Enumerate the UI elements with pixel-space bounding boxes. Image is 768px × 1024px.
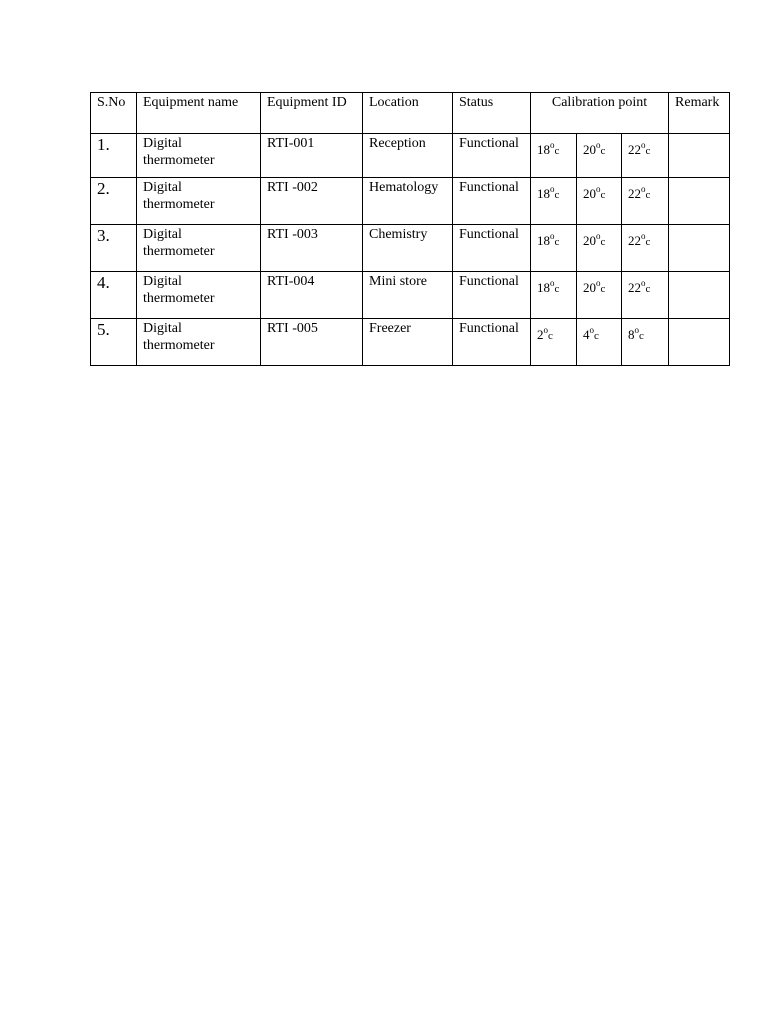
cell-status — [453, 134, 531, 178]
cell-calibration-2 — [577, 319, 622, 366]
calibration-value: 20 — [583, 142, 596, 157]
calibration-value: 18 — [537, 233, 550, 248]
cell-equipment-name — [137, 225, 261, 272]
cell-equipment-name — [137, 319, 261, 366]
location-text: Mini store — [369, 274, 427, 289]
cell-status — [453, 272, 531, 319]
calibration-value: 2 — [537, 327, 544, 342]
cell-status — [453, 225, 531, 272]
unit-text: c — [554, 189, 560, 201]
calibration-value: 20 — [583, 186, 596, 201]
status-text: Functional — [459, 180, 519, 195]
cell-sno — [91, 319, 137, 366]
calibration-value: 18 — [537, 142, 550, 157]
unit-text: c — [554, 236, 560, 248]
equipment-name-line2: thermometer — [143, 197, 215, 212]
unit-text: c — [600, 283, 606, 295]
cell-calibration-3 — [622, 272, 669, 319]
location-text: Chemistry — [369, 227, 428, 242]
location-text: Hematology — [369, 180, 439, 195]
cell-status — [453, 178, 531, 225]
cell-calibration-2 — [577, 134, 622, 178]
cell-equipment-name — [137, 272, 261, 319]
calibration-value: 8 — [628, 327, 635, 342]
cell-calibration-1 — [531, 134, 577, 178]
cell-calibration-3 — [622, 134, 669, 178]
degree-symbol: o — [596, 140, 601, 150]
unit-text: c — [645, 283, 651, 295]
sno-text: 1. — [97, 135, 110, 154]
equipment-name-line2: thermometer — [143, 338, 215, 353]
cell-calibration-1 — [531, 319, 577, 366]
equipment-name-line1: Digital — [143, 321, 182, 336]
cell-calibration-1 — [531, 272, 577, 319]
calibration-value: 22 — [628, 142, 641, 157]
unit-text: c — [645, 189, 651, 201]
degree-symbol: o — [596, 184, 601, 194]
equipment-name-line1: Digital — [143, 227, 182, 242]
degree-symbol: o — [634, 325, 639, 335]
degree-symbol: o — [589, 325, 594, 335]
equipment-name-line1: Digital — [143, 180, 182, 195]
unit-text: c — [639, 330, 644, 342]
cell-sno — [91, 225, 137, 272]
status-text: Functional — [459, 136, 519, 151]
header-sno: S.No — [91, 93, 137, 134]
header-equipment-name: Equipment name — [137, 93, 261, 134]
cell-calibration-1 — [531, 225, 577, 272]
status-text: Functional — [459, 227, 519, 242]
calibration-value: 18 — [537, 186, 550, 201]
equipment-name-line1: Digital — [143, 274, 182, 289]
cell-calibration-3 — [622, 178, 669, 225]
table-row — [91, 178, 730, 225]
sno-text: 2. — [97, 179, 110, 198]
calibration-value: 18 — [537, 280, 550, 295]
equipment-id-text: RTI -003 — [267, 227, 318, 242]
header-location: Location — [363, 93, 453, 134]
unit-text: c — [600, 236, 606, 248]
header-remark: Remark — [669, 93, 730, 134]
equipment-id-text: RTI -002 — [267, 180, 318, 195]
cell-remark — [669, 319, 730, 366]
calibration-value: 4 — [583, 327, 590, 342]
calibration-value: 22 — [628, 186, 641, 201]
degree-symbol: o — [550, 278, 555, 288]
equipment-name-line2: thermometer — [143, 291, 215, 306]
degree-symbol: o — [543, 325, 548, 335]
unit-text: c — [554, 145, 560, 157]
cell-calibration-2 — [577, 225, 622, 272]
cell-equipment-id — [261, 134, 363, 178]
equipment-calibration-table — [90, 92, 730, 366]
equipment-name-line2: thermometer — [143, 153, 215, 168]
cell-calibration-3 — [622, 225, 669, 272]
degree-symbol: o — [550, 231, 555, 241]
cell-remark — [669, 134, 730, 178]
sno-text: 4. — [97, 273, 110, 292]
cell-location — [363, 178, 453, 225]
cell-status — [453, 319, 531, 366]
degree-symbol: o — [641, 231, 646, 241]
cell-equipment-id — [261, 225, 363, 272]
cell-location — [363, 272, 453, 319]
degree-symbol: o — [596, 278, 601, 288]
unit-text: c — [600, 189, 606, 201]
degree-symbol: o — [596, 231, 601, 241]
degree-symbol: o — [550, 140, 555, 150]
unit-text: c — [554, 283, 560, 295]
equipment-name-line2: thermometer — [143, 244, 215, 259]
status-text: Functional — [459, 321, 519, 336]
cell-sno — [91, 134, 137, 178]
cell-calibration-2 — [577, 178, 622, 225]
header-calibration-point: Calibration point — [531, 93, 669, 134]
unit-text: c — [600, 145, 606, 157]
header-equipment-id: Equipment ID — [261, 93, 363, 134]
sno-text: 3. — [97, 226, 110, 245]
equipment-name-line1: Digital — [143, 136, 182, 151]
equipment-id-text: RTI -005 — [267, 321, 318, 336]
cell-sno — [91, 178, 137, 225]
degree-symbol: o — [550, 184, 555, 194]
cell-remark — [669, 178, 730, 225]
location-text: Reception — [369, 136, 426, 151]
cell-sno — [91, 272, 137, 319]
equipment-id-text: RTI-001 — [267, 136, 315, 151]
cell-equipment-id — [261, 319, 363, 366]
table-row — [91, 272, 730, 319]
degree-symbol: o — [641, 140, 646, 150]
status-text: Functional — [459, 274, 519, 289]
unit-text: c — [645, 145, 651, 157]
sno-text: 5. — [97, 320, 110, 339]
cell-calibration-1 — [531, 178, 577, 225]
degree-symbol: o — [641, 278, 646, 288]
cell-location — [363, 134, 453, 178]
cell-remark — [669, 272, 730, 319]
table-body — [91, 134, 730, 366]
table-header-row — [91, 93, 730, 134]
cell-remark — [669, 225, 730, 272]
calibration-value: 22 — [628, 280, 641, 295]
cell-calibration-3 — [622, 319, 669, 366]
table-row — [91, 319, 730, 366]
unit-text: c — [594, 330, 599, 342]
cell-equipment-name — [137, 178, 261, 225]
location-text: Freezer — [369, 321, 411, 336]
table-row — [91, 225, 730, 272]
table-row — [91, 134, 730, 178]
cell-location — [363, 319, 453, 366]
equipment-id-text: RTI-004 — [267, 274, 315, 289]
calibration-value: 22 — [628, 233, 641, 248]
calibration-value: 20 — [583, 233, 596, 248]
cell-equipment-name — [137, 134, 261, 178]
calibration-value: 20 — [583, 280, 596, 295]
cell-equipment-id — [261, 178, 363, 225]
cell-equipment-id — [261, 272, 363, 319]
unit-text: c — [645, 236, 651, 248]
cell-calibration-2 — [577, 272, 622, 319]
degree-symbol: o — [641, 184, 646, 194]
header-status: Status — [453, 93, 531, 134]
cell-location — [363, 225, 453, 272]
unit-text: c — [548, 330, 553, 342]
